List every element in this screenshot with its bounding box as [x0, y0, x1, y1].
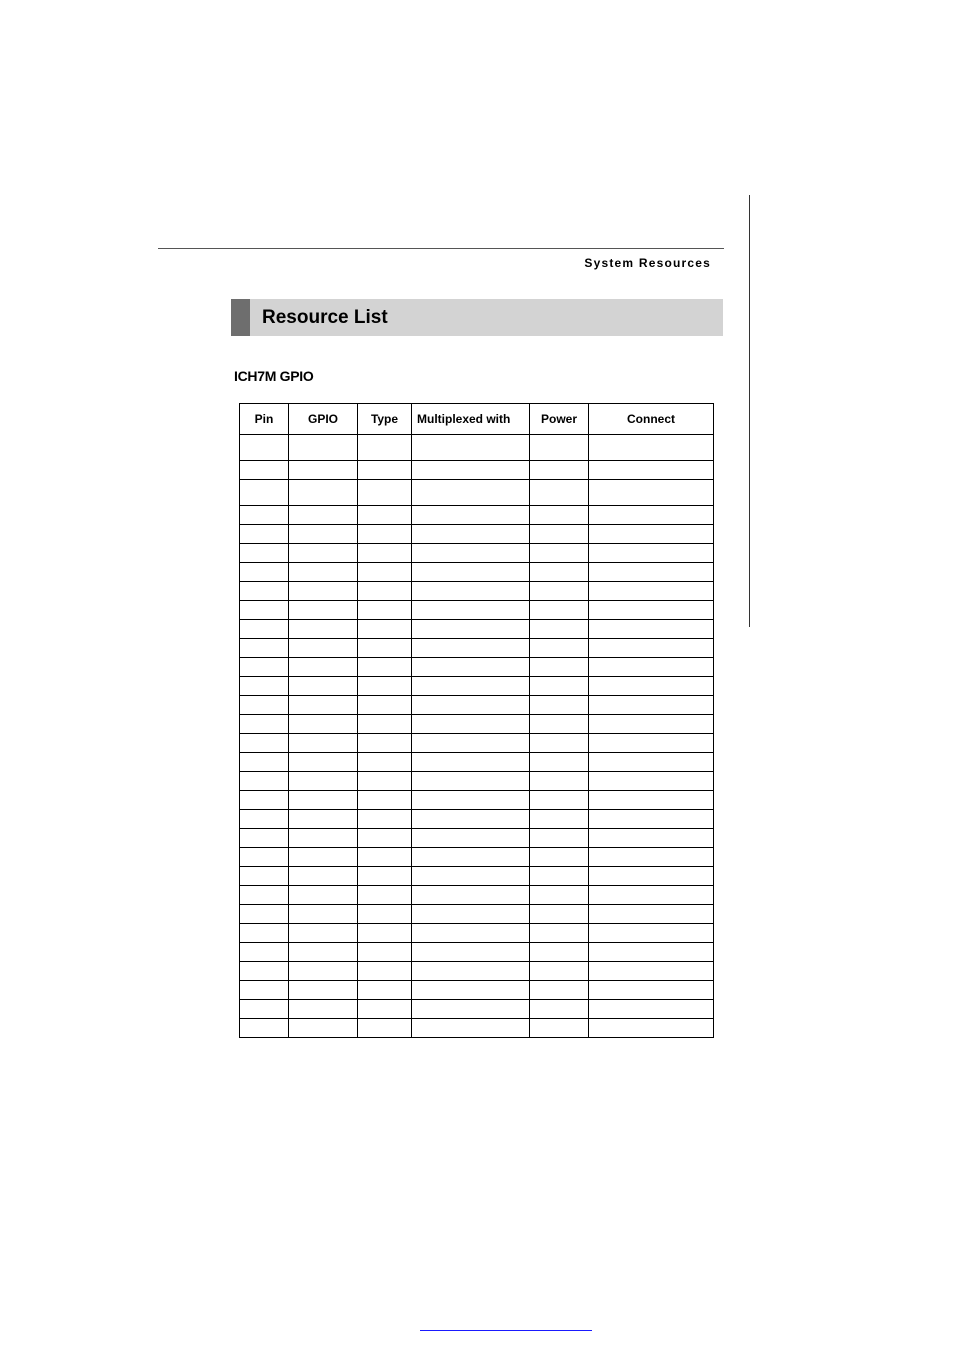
table-row — [240, 867, 714, 886]
table-cell — [289, 480, 358, 506]
table-cell — [358, 867, 412, 886]
column-header-type: Type — [358, 404, 412, 435]
table-cell — [589, 772, 714, 791]
table-cell — [358, 435, 412, 461]
table-cell — [589, 886, 714, 905]
table-cell — [412, 867, 530, 886]
table-cell — [530, 525, 589, 544]
table-cell — [530, 734, 589, 753]
table-cell — [358, 639, 412, 658]
table-cell — [358, 810, 412, 829]
table-cell — [358, 620, 412, 639]
table-cell — [530, 1000, 589, 1019]
table-cell — [530, 582, 589, 601]
table-body — [240, 435, 714, 1038]
table-cell — [240, 1000, 289, 1019]
table-cell — [358, 601, 412, 620]
table-cell — [412, 943, 530, 962]
table-cell — [289, 1000, 358, 1019]
table-cell — [358, 772, 412, 791]
column-header-connect: Connect — [589, 404, 714, 435]
table-cell — [530, 943, 589, 962]
table-cell — [589, 810, 714, 829]
table-cell — [289, 924, 358, 943]
table-cell — [358, 905, 412, 924]
table-cell — [240, 734, 289, 753]
table-row — [240, 886, 714, 905]
table-cell — [412, 582, 530, 601]
table-cell — [412, 905, 530, 924]
table-row — [240, 435, 714, 461]
table-cell — [289, 620, 358, 639]
table-cell — [240, 620, 289, 639]
table-cell — [589, 582, 714, 601]
table-cell — [358, 563, 412, 582]
table-cell — [530, 544, 589, 563]
table-cell — [530, 480, 589, 506]
table-cell — [589, 1000, 714, 1019]
table-cell — [589, 867, 714, 886]
table-cell — [358, 886, 412, 905]
table-cell — [589, 962, 714, 981]
table-cell — [530, 981, 589, 1000]
table-cell — [412, 506, 530, 525]
table-cell — [530, 886, 589, 905]
table-row — [240, 791, 714, 810]
table-cell — [240, 525, 289, 544]
table-cell — [358, 1019, 412, 1038]
table-cell — [358, 734, 412, 753]
table-cell — [240, 943, 289, 962]
table-cell — [289, 435, 358, 461]
table-cell — [289, 461, 358, 480]
table-cell — [289, 772, 358, 791]
table-cell — [530, 715, 589, 734]
table-cell — [412, 886, 530, 905]
table-cell — [289, 601, 358, 620]
table-cell — [589, 601, 714, 620]
table-row — [240, 677, 714, 696]
table-cell — [412, 480, 530, 506]
table-cell — [358, 658, 412, 677]
table-cell — [589, 829, 714, 848]
column-header-power: Power — [530, 404, 589, 435]
table-cell — [240, 677, 289, 696]
table-cell — [412, 753, 530, 772]
table-cell — [358, 677, 412, 696]
table-cell — [358, 582, 412, 601]
table-cell — [289, 829, 358, 848]
table-cell — [240, 772, 289, 791]
table-cell — [240, 886, 289, 905]
table-row — [240, 582, 714, 601]
table-cell — [358, 829, 412, 848]
table-cell — [240, 461, 289, 480]
table-cell — [289, 753, 358, 772]
table-cell — [530, 658, 589, 677]
table-cell — [289, 886, 358, 905]
table-cell — [412, 848, 530, 867]
table-cell — [358, 981, 412, 1000]
table-cell — [589, 924, 714, 943]
table-cell — [412, 601, 530, 620]
table-subheading: ICH7M GPIO — [234, 368, 314, 384]
table-cell — [240, 753, 289, 772]
table-cell — [589, 620, 714, 639]
table-row — [240, 829, 714, 848]
table-cell — [358, 962, 412, 981]
table-cell — [589, 734, 714, 753]
table-cell — [530, 810, 589, 829]
table-cell — [240, 658, 289, 677]
table-cell — [412, 1000, 530, 1019]
table-cell — [589, 981, 714, 1000]
table-cell — [358, 924, 412, 943]
table-cell — [358, 943, 412, 962]
table-cell — [589, 544, 714, 563]
table-row — [240, 525, 714, 544]
table-cell — [412, 677, 530, 696]
table-cell — [412, 772, 530, 791]
table-cell — [530, 620, 589, 639]
table-cell — [589, 715, 714, 734]
table-row — [240, 924, 714, 943]
table-row — [240, 544, 714, 563]
table-cell — [358, 544, 412, 563]
table-cell — [289, 848, 358, 867]
table-cell — [240, 924, 289, 943]
table-cell — [240, 639, 289, 658]
table-cell — [589, 753, 714, 772]
table-row — [240, 658, 714, 677]
table-row — [240, 734, 714, 753]
table-cell — [589, 791, 714, 810]
table-cell — [358, 461, 412, 480]
table-cell — [412, 620, 530, 639]
table-cell — [589, 696, 714, 715]
table-cell — [589, 677, 714, 696]
page-header-section-name: System Resources — [584, 256, 711, 270]
gpio-table — [239, 403, 714, 1038]
table-cell — [358, 791, 412, 810]
table-cell — [358, 696, 412, 715]
table-cell — [589, 435, 714, 461]
table-cell — [289, 506, 358, 525]
table-cell — [530, 696, 589, 715]
table-cell — [358, 753, 412, 772]
table-cell — [240, 563, 289, 582]
table-cell — [240, 696, 289, 715]
table-cell — [289, 1019, 358, 1038]
table-row — [240, 848, 714, 867]
table-cell — [530, 924, 589, 943]
table-cell — [240, 981, 289, 1000]
table-cell — [240, 582, 289, 601]
table-cell — [412, 829, 530, 848]
table-cell — [289, 582, 358, 601]
table-row — [240, 461, 714, 480]
table-cell — [289, 810, 358, 829]
table-cell — [530, 639, 589, 658]
table-cell — [589, 461, 714, 480]
table-cell — [589, 639, 714, 658]
table-cell — [289, 544, 358, 563]
table-cell — [289, 639, 358, 658]
table-cell — [589, 563, 714, 582]
table-cell — [240, 848, 289, 867]
table-cell — [289, 525, 358, 544]
table-cell — [530, 753, 589, 772]
header-rule — [158, 248, 724, 249]
table-cell — [412, 525, 530, 544]
table-cell — [289, 867, 358, 886]
table-cell — [289, 734, 358, 753]
column-header-gpio: GPIO — [289, 404, 358, 435]
table-cell — [289, 962, 358, 981]
section-title: Resource List — [262, 307, 388, 328]
table-cell — [412, 696, 530, 715]
table-cell — [358, 715, 412, 734]
table-row — [240, 810, 714, 829]
table-cell — [240, 435, 289, 461]
table-cell — [289, 791, 358, 810]
section-accent-block — [231, 299, 250, 336]
table-cell — [530, 867, 589, 886]
table-cell — [358, 480, 412, 506]
footer-link-underline[interactable] — [420, 1330, 592, 1331]
table-cell — [240, 1019, 289, 1038]
table-cell — [412, 639, 530, 658]
table-row — [240, 639, 714, 658]
table-row — [240, 696, 714, 715]
column-header-multiplexed-with: Multiplexed with — [412, 404, 530, 435]
table-row — [240, 905, 714, 924]
table-cell — [589, 848, 714, 867]
table-cell — [240, 962, 289, 981]
table-cell — [240, 506, 289, 525]
table-cell — [240, 544, 289, 563]
table-cell — [412, 810, 530, 829]
table-cell — [358, 506, 412, 525]
table-cell — [412, 734, 530, 753]
table-row — [240, 715, 714, 734]
table-cell — [530, 506, 589, 525]
table-cell — [530, 905, 589, 924]
table-cell — [530, 601, 589, 620]
table-cell — [412, 435, 530, 461]
table-cell — [289, 658, 358, 677]
table-cell — [589, 506, 714, 525]
table-cell — [412, 461, 530, 480]
table-cell — [589, 943, 714, 962]
table-cell — [358, 1000, 412, 1019]
table-row — [240, 480, 714, 506]
table-cell — [240, 480, 289, 506]
table-cell — [589, 1019, 714, 1038]
table-cell — [530, 1019, 589, 1038]
table-row — [240, 1019, 714, 1038]
table-cell — [412, 791, 530, 810]
table-row — [240, 753, 714, 772]
section-title-bar — [231, 299, 723, 336]
table-cell — [289, 905, 358, 924]
table-cell — [530, 435, 589, 461]
side-rule — [749, 195, 750, 627]
table-cell — [289, 696, 358, 715]
table-cell — [412, 981, 530, 1000]
table-cell — [530, 461, 589, 480]
table-cell — [240, 905, 289, 924]
table-cell — [358, 848, 412, 867]
table-cell — [289, 981, 358, 1000]
table-cell — [412, 658, 530, 677]
table-cell — [240, 715, 289, 734]
table-row — [240, 506, 714, 525]
table-cell — [412, 962, 530, 981]
table-cell — [412, 544, 530, 563]
table-row — [240, 981, 714, 1000]
table-cell — [530, 829, 589, 848]
table-cell — [412, 715, 530, 734]
table-row — [240, 620, 714, 639]
table-row — [240, 1000, 714, 1019]
table-cell — [530, 791, 589, 810]
table-cell — [240, 791, 289, 810]
table-cell — [240, 810, 289, 829]
table-cell — [240, 829, 289, 848]
table-cell — [240, 867, 289, 886]
table-row — [240, 943, 714, 962]
table-cell — [240, 601, 289, 620]
table-cell — [589, 905, 714, 924]
table-cell — [412, 1019, 530, 1038]
table-cell — [412, 563, 530, 582]
table-cell — [289, 563, 358, 582]
table-cell — [412, 924, 530, 943]
table-cell — [289, 715, 358, 734]
table-cell — [530, 848, 589, 867]
table-cell — [289, 943, 358, 962]
table-cell — [289, 677, 358, 696]
table-row — [240, 772, 714, 791]
table-cell — [530, 962, 589, 981]
table-cell — [589, 480, 714, 506]
table-cell — [530, 563, 589, 582]
table-row — [240, 962, 714, 981]
table-cell — [530, 677, 589, 696]
table-row — [240, 601, 714, 620]
table-row — [240, 563, 714, 582]
table-cell — [589, 658, 714, 677]
table-header-row — [240, 404, 714, 435]
table-cell — [358, 525, 412, 544]
column-header-pin: Pin — [240, 404, 289, 435]
table-cell — [589, 525, 714, 544]
table-cell — [530, 772, 589, 791]
